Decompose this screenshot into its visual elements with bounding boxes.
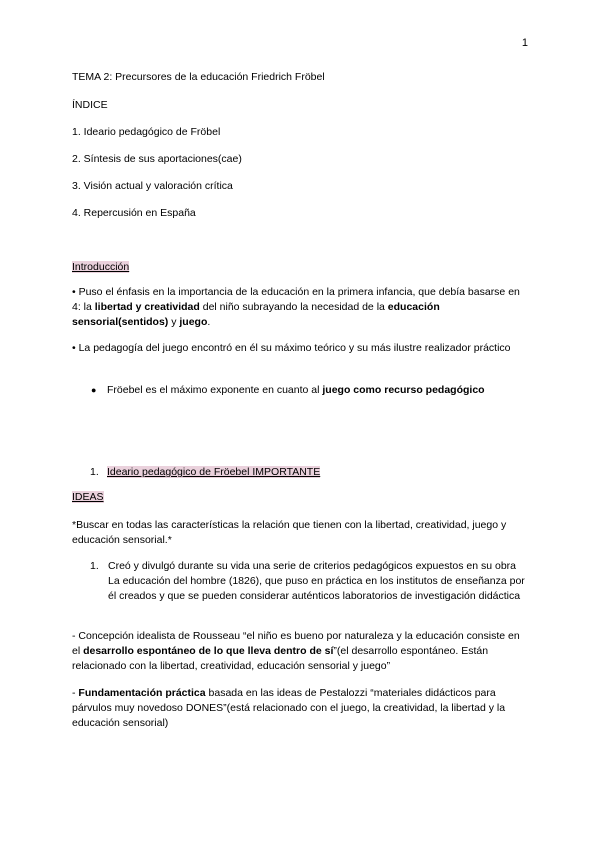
section1-number: 1. — [90, 466, 99, 478]
intro-p1-bold-1: libertad y creatividad — [94, 301, 200, 313]
rousseau-paragraph — [72, 629, 528, 674]
index-item-4: 4. Repercusión en España — [72, 207, 196, 219]
rousseau-bold: desarrollo espontáneo de lo que lleva dentro de sí — [83, 645, 334, 657]
ideas-heading-line — [72, 490, 528, 505]
rousseau-text-c: ”(el desarrollo espontáneo. Están relacionado con la libertad, creatividad, educación sensorial y juego” — [72, 645, 489, 672]
intro-heading: Introducción — [72, 261, 130, 273]
intro-p1-text-a: • Puso el énfasis en la importancia de la educación en la primera infancia, que debía basarse en 4: la — [72, 286, 520, 313]
pestalozzi-paragraph — [72, 686, 528, 731]
ideas-note: *Buscar en todas las características la relación que tienen con la libertad, creatividad, juego y educación sensorial.* — [72, 519, 507, 546]
intro-p1-text-e: . — [207, 316, 211, 328]
intro-paragraph-2: • La pedagogía del juego encontró en él su máximo teórico y su más ilustre realizador práctico — [72, 342, 511, 354]
rousseau-text-a: - Concepción idealista de Rousseau “el niño es bueno por naturaleza y la educación consiste en el — [72, 630, 520, 657]
pestalozzi-dash: - — [72, 687, 79, 699]
intro-p1-text-c: del niño subrayando la necesidad de la — [199, 301, 388, 313]
index-heading: ÍNDICE — [72, 99, 108, 111]
list-item-number: 1. — [90, 560, 99, 572]
pestalozzi-text: basada en las ideas de Pestalozzi “materiales didácticos para párvulos muy novedoso DONES”(está relacionado con el juego, la creatividad, la libertad y la educación sensorial) — [72, 687, 506, 729]
document-title: TEMA 2: Precursores de la educación Friedrich Fröbel — [72, 71, 325, 83]
intro-bullet-text: Fröebel es el máximo exponente en cuanto al — [107, 384, 323, 396]
intro-p1-text-d: y — [168, 316, 180, 328]
index-item-2: 2. Síntesis de sus aportaciones(cae) — [72, 153, 242, 165]
bullet-dot-icon: ● — [91, 385, 97, 395]
page-number: 1 — [521, 37, 528, 49]
intro-heading-line — [72, 260, 528, 275]
intro-bullet-bold: juego como recurso pedagógico — [322, 384, 485, 396]
intro-bullet — [107, 383, 537, 398]
intro-paragraph-1 — [72, 285, 528, 330]
section1-heading-line — [107, 465, 537, 480]
list-item-text: Creó y divulgó durante su vida una serie de criterios pedagógicos expuestos en su obra La educación del hombre (1826), que puso en práctica en los institutos de enseñanza por él creados y que se pueden considerar auténticos laboratorios de investigación didáctica — [108, 560, 525, 602]
ideas-heading: IDEAS — [72, 491, 104, 503]
section1-heading: Ideario pedagógico de Fröebel IMPORTANTE — [107, 466, 321, 478]
intro-p1-bold-2: educación sensorial(sentidos) — [72, 301, 440, 328]
index-item-1: 1. Ideario pedagógico de Fröbel — [72, 126, 221, 138]
pestalozzi-bold: Fundamentación práctica — [78, 687, 206, 699]
intro-p1-bold-3: juego — [179, 316, 208, 328]
index-item-3: 3. Visión actual y valoración crítica — [72, 180, 233, 192]
